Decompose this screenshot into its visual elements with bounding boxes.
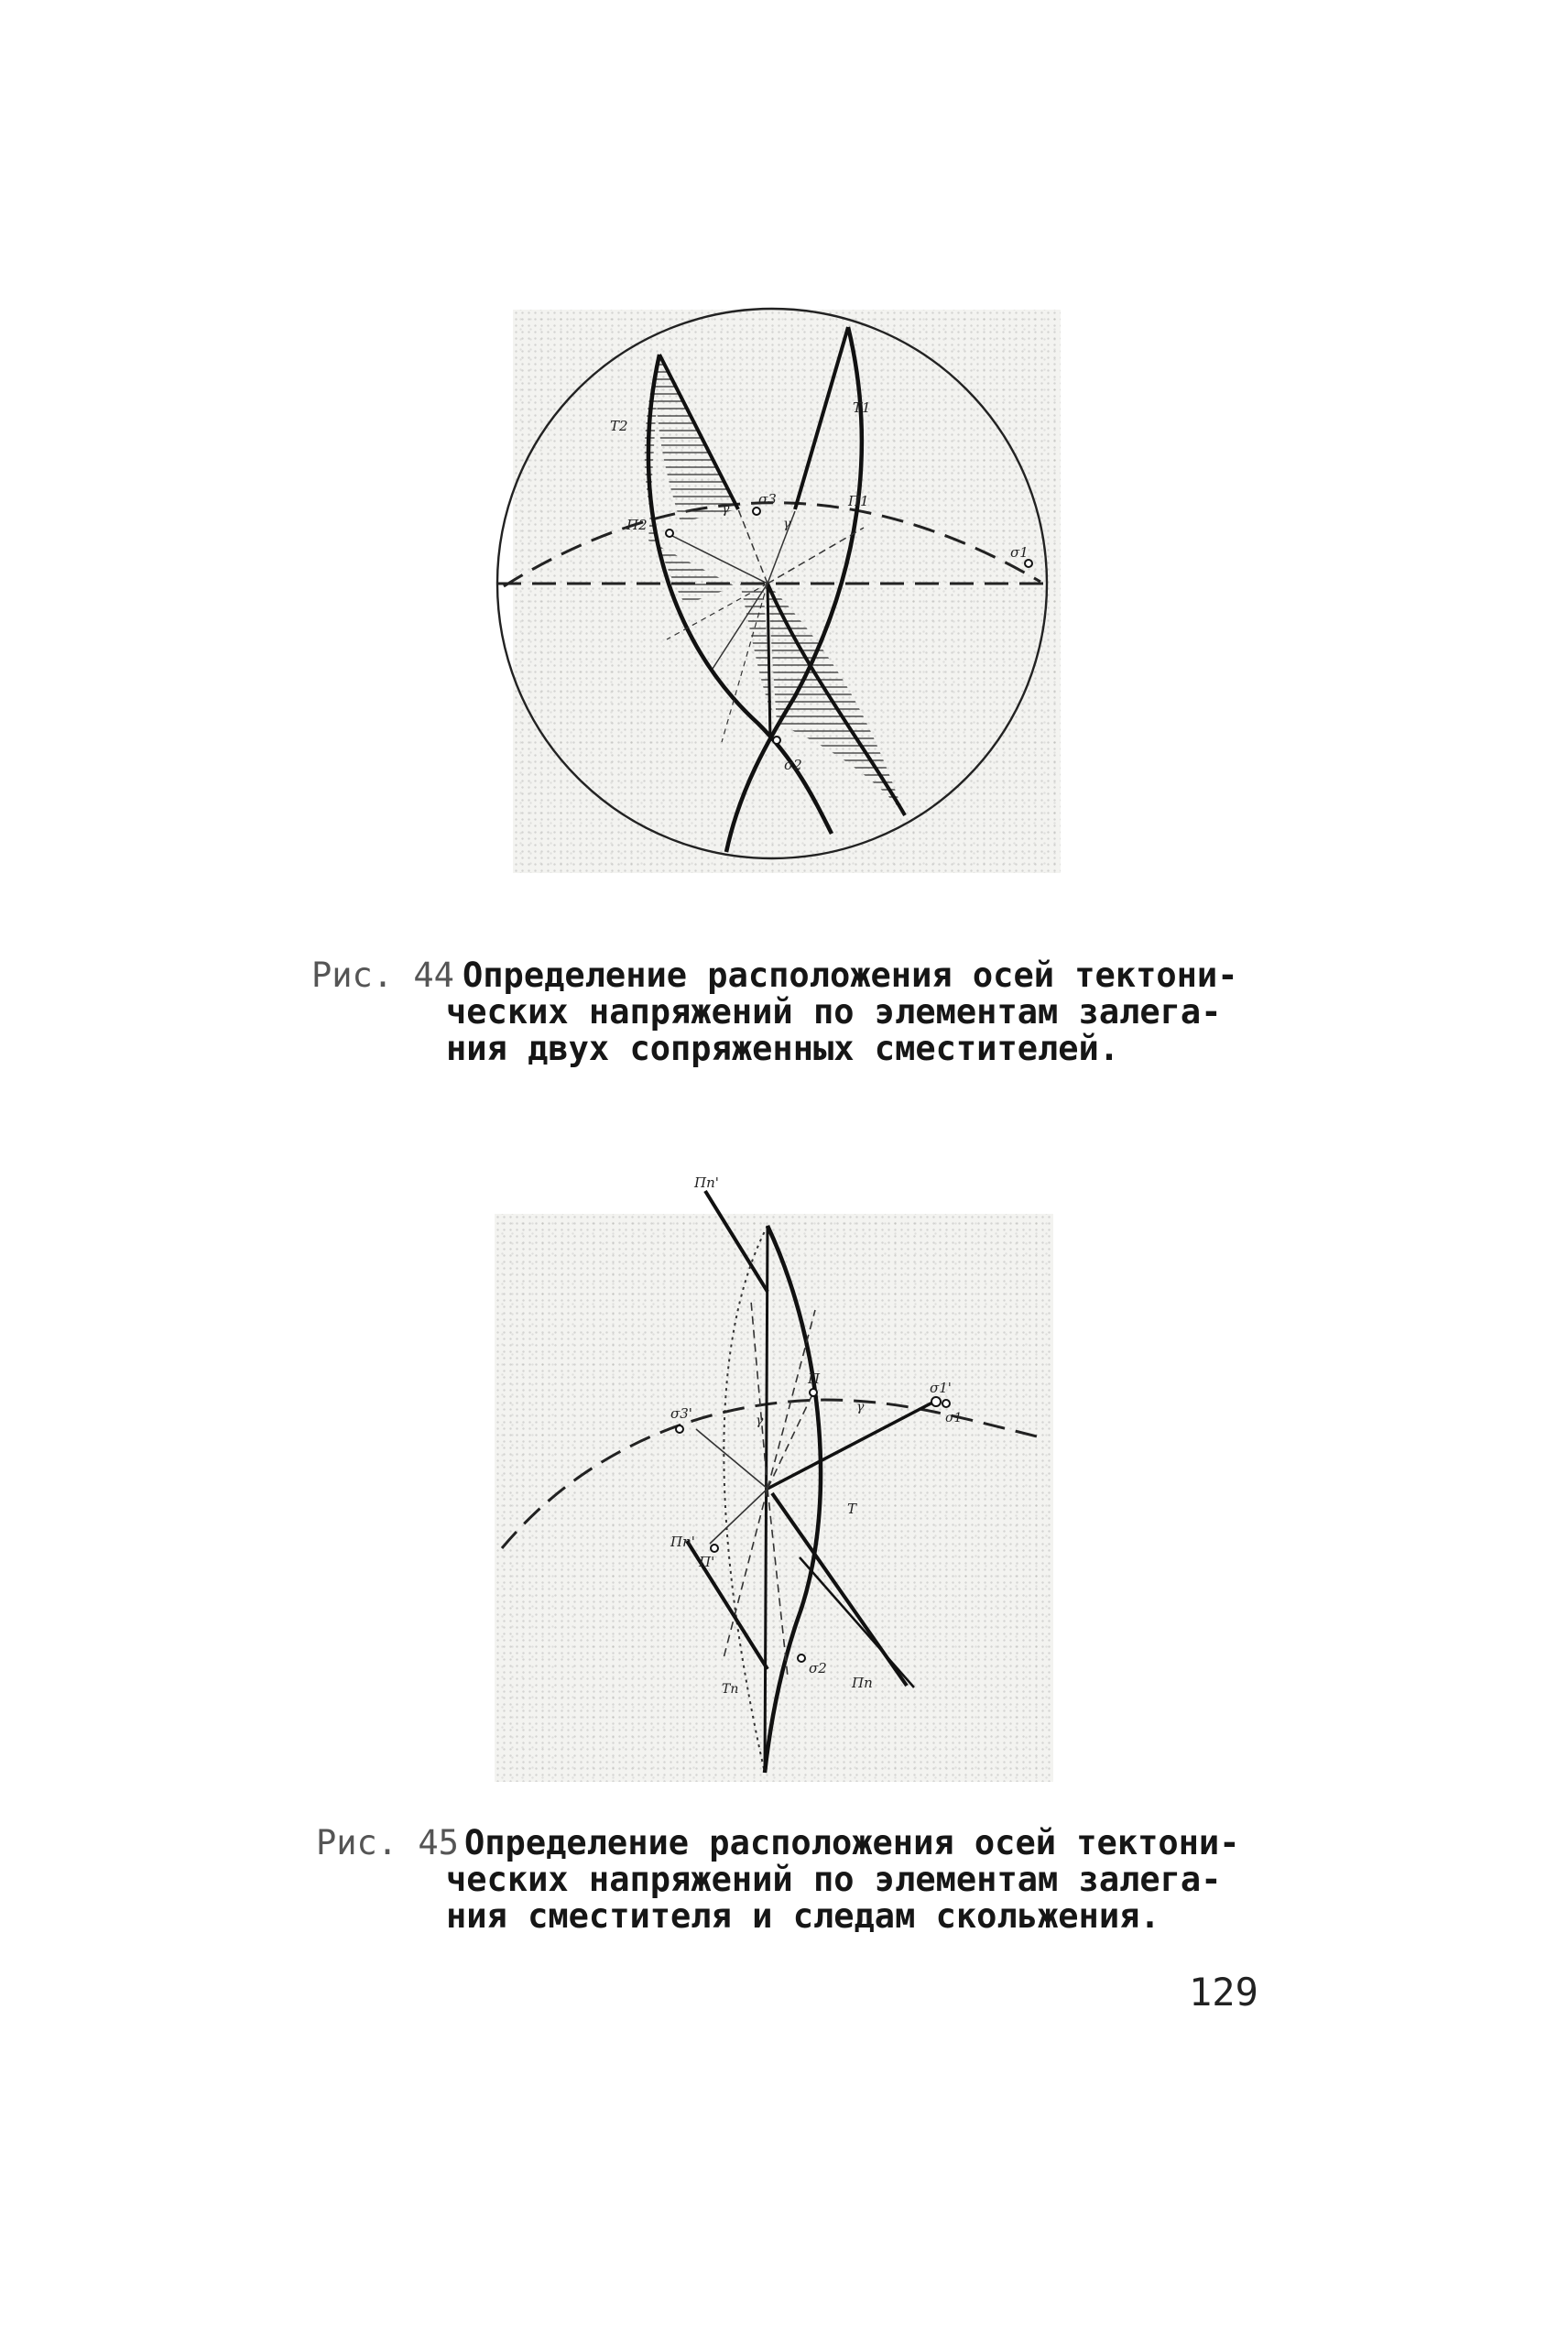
construction-line	[768, 511, 795, 584]
label-pi-low: Пп	[852, 1675, 873, 1691]
caption-line: ческих напряжений по элементам залега-	[446, 1860, 1222, 1899]
label-sigma1: σ1	[945, 1411, 963, 1425]
construction-line	[768, 1392, 813, 1489]
label-sigma3p: σ3'	[670, 1405, 692, 1422]
figure-44-caption	[311, 956, 1238, 1076]
stereonet-44	[493, 302, 1061, 879]
point-sigma3	[753, 508, 760, 515]
label-t: T	[847, 1501, 857, 1517]
label-p-low: П'	[699, 1554, 715, 1570]
construction-line	[710, 1489, 768, 1544]
label-sigma1p: σ1'	[930, 1380, 952, 1396]
caption-line: ческих напряжений по элементам залега-	[446, 992, 1222, 1032]
figure-44	[493, 302, 1061, 879]
construction-line	[751, 1301, 768, 1489]
label-p-mid: П	[808, 1370, 821, 1387]
hatched-sector-left	[657, 355, 738, 522]
label-sigma3: σ3	[758, 491, 777, 508]
construction-line	[696, 1429, 768, 1489]
caption-line: Определение расположения осей тектони-	[463, 956, 1238, 995]
label-sigma2: σ2	[809, 1660, 827, 1676]
point-p	[810, 1389, 817, 1396]
caption-line: ния двух сопряженных сместителей.	[446, 1029, 1120, 1068]
label-gamma-b: γ	[783, 517, 791, 531]
point-sigma3p	[676, 1425, 683, 1433]
point-sigma1p	[931, 1397, 941, 1406]
figure-45-caption	[316, 1823, 1240, 1944]
label-t2: T2	[610, 418, 628, 434]
great-circle-t	[765, 1226, 821, 1773]
caption-line: ния сместителя и следам скольжения.	[446, 1896, 1160, 1936]
construction-line	[768, 1489, 788, 1676]
plane-trace-b	[795, 327, 848, 509]
label-t-low: Тn	[722, 1682, 739, 1697]
label-sigma2: σ2	[784, 757, 802, 773]
caption-prefix: Рис. 45	[316, 1823, 459, 1862]
caption-line: Определение расположения осей тектони-	[464, 1823, 1240, 1862]
point-sigma2	[798, 1654, 805, 1662]
caption-prefix: Рис. 44	[311, 956, 454, 995]
stereonet-45	[476, 1163, 1062, 1786]
trace-to-sigma1	[768, 1402, 934, 1489]
label-sigma1: σ1	[1010, 544, 1029, 561]
point-sigma2	[773, 737, 780, 744]
construction-line	[738, 509, 768, 584]
vertical-axis-line	[765, 1226, 768, 1773]
point-p2	[666, 530, 673, 537]
dashed-great-circle	[504, 503, 1040, 586]
label-p1: П1	[848, 493, 869, 509]
label-p2: П2	[626, 517, 648, 533]
label-gamma-b: γ	[856, 1400, 865, 1414]
page-number: 129	[1189, 1970, 1258, 2015]
label-pi-top: Пп'	[694, 1174, 719, 1191]
label-pi-prime: Пп'	[670, 1534, 695, 1550]
pole-line-top	[705, 1191, 768, 1292]
point-sigma1p-b	[942, 1400, 950, 1407]
dashed-great-circle	[502, 1400, 1044, 1548]
label-gamma-a: γ	[756, 1414, 764, 1428]
figure-45	[476, 1163, 1062, 1786]
label-t1: T1	[853, 399, 871, 416]
label-gamma-a: γ	[722, 502, 730, 517]
point-sigma1	[1025, 560, 1032, 567]
point-p-low	[711, 1545, 718, 1552]
